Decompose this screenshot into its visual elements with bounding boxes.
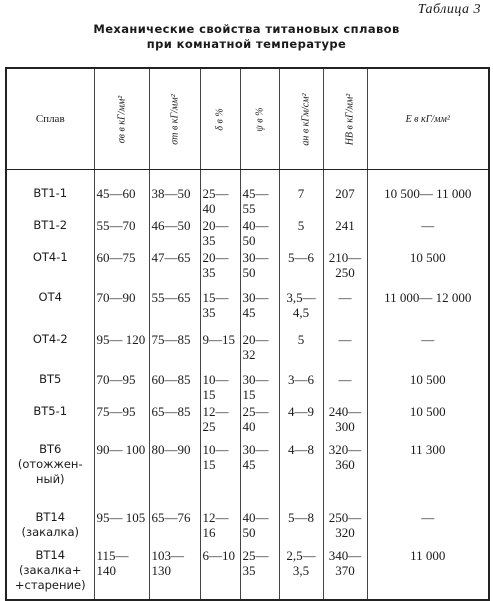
table-title (0, 22, 493, 52)
table-row (6, 330, 489, 370)
header-psi: ψ в % (240, 68, 279, 170)
cell-sigma-b: 70—95 (94, 370, 149, 402)
cell-hb: 210— 250 (323, 248, 367, 288)
cell-delta: 20—35 (200, 248, 240, 288)
cell-delta: 25—40 (200, 170, 240, 217)
cell-sigma-b: 45—60 (94, 170, 149, 217)
title-line-2: при комнатной температуре (146, 37, 347, 51)
cell-sigma-b: 75—95 (94, 402, 149, 440)
cell-psi: 30—45 (240, 440, 279, 508)
header-sigma-t: σт в кГ/мм² (149, 68, 200, 170)
cell-delta: 10—15 (200, 440, 240, 508)
cell-psi: 30—50 (240, 248, 279, 288)
cell-alloy: ВТ5-1 (6, 402, 94, 440)
cell-sigma-t: 47—65 (149, 248, 200, 288)
cell-delta: 20—35 (200, 216, 240, 248)
header-e: E в кГ/мм² (367, 68, 489, 170)
cell-hb: 320— 360 (323, 440, 367, 508)
cell-e: 10 500— 11 000 (367, 170, 489, 217)
cell-alloy: ОТ4 (6, 288, 94, 330)
cell-e: 10 500 (367, 248, 489, 288)
cell-e: 11 000 (367, 546, 489, 600)
cell-delta: 12—25 (200, 402, 240, 440)
cell-sigma-t: 60—85 (149, 370, 200, 402)
cell-sigma-t: 75—85 (149, 330, 200, 370)
cell-sigma-b: 55—70 (94, 216, 149, 248)
cell-alloy: ВТ1-2 (6, 216, 94, 248)
cell-delta: 6—10 (200, 546, 240, 600)
cell-delta: 12—16 (200, 508, 240, 546)
header-sigma-b: σв в кГ/мм² (94, 68, 149, 170)
table-row (6, 440, 489, 508)
cell-a-n: 5 (279, 216, 323, 248)
cell-a-n: 5—6 (279, 248, 323, 288)
cell-alloy: ВТ6 (отожжен- ный) (6, 440, 94, 508)
cell-hb: — (323, 288, 367, 330)
table-row (6, 546, 489, 600)
cell-sigma-b: 95— 105 (94, 508, 149, 546)
cell-sigma-t: 55—65 (149, 288, 200, 330)
cell-sigma-b: 60—75 (94, 248, 149, 288)
cell-e: 10 500 (367, 370, 489, 402)
cell-e: — (367, 508, 489, 546)
cell-hb: 207 (323, 170, 367, 217)
table-row (6, 370, 489, 402)
table-row (6, 216, 489, 248)
cell-alloy: ОТ4-2 (6, 330, 94, 370)
cell-sigma-t: 38—50 (149, 170, 200, 217)
cell-alloy: ВТ1-1 (6, 170, 94, 217)
cell-sigma-t: 65—76 (149, 508, 200, 546)
cell-sigma-b: 115— 140 (94, 546, 149, 600)
cell-e: 11 000— 12 000 (367, 288, 489, 330)
header-hb: HB в кГ/мм² (323, 68, 367, 170)
cell-hb: — (323, 370, 367, 402)
table-row (6, 288, 489, 330)
table-body (6, 170, 489, 601)
cell-sigma-t: 65—85 (149, 402, 200, 440)
cell-psi: 25—35 (240, 546, 279, 600)
cell-delta: 15—35 (200, 288, 240, 330)
cell-psi: 40—50 (240, 216, 279, 248)
cell-delta: 10—15 (200, 370, 240, 402)
cell-e: — (367, 216, 489, 248)
cell-a-n: 7 (279, 170, 323, 217)
table-row (6, 248, 489, 288)
properties-table (5, 67, 490, 601)
cell-a-n: 5—8 (279, 508, 323, 546)
cell-a-n: 4—9 (279, 402, 323, 440)
cell-psi: 20—32 (240, 330, 279, 370)
cell-sigma-b: 90— 100 (94, 440, 149, 508)
cell-alloy: ВТ14 (закалка) (6, 508, 94, 546)
header-row (6, 68, 489, 170)
table-row (6, 508, 489, 546)
cell-delta: 9—15 (200, 330, 240, 370)
cell-alloy: ОТ4-1 (6, 248, 94, 288)
header-delta: δ в % (200, 68, 240, 170)
cell-psi: 40—50 (240, 508, 279, 546)
cell-a-n: 3—6 (279, 370, 323, 402)
cell-a-n: 3,5— 4,5 (279, 288, 323, 330)
cell-sigma-t: 80—90 (149, 440, 200, 508)
cell-sigma-t: 103— 130 (149, 546, 200, 600)
cell-hb: 241 (323, 216, 367, 248)
cell-a-n: 4—8 (279, 440, 323, 508)
cell-a-n: 5 (279, 330, 323, 370)
cell-psi: 25—40 (240, 402, 279, 440)
cell-alloy: ВТ14 (закалка+ +старение) (6, 546, 94, 600)
cell-a-n: 2,5— 3,5 (279, 546, 323, 600)
cell-psi: 30—15 (240, 370, 279, 402)
cell-hb: 250— 320 (323, 508, 367, 546)
table-row (6, 402, 489, 440)
cell-hb: — (323, 330, 367, 370)
cell-psi: 45—55 (240, 170, 279, 217)
cell-sigma-t: 46—50 (149, 216, 200, 248)
cell-hb: 240— 300 (323, 402, 367, 440)
title-line-1: Механические свойства титановых сплавов (93, 22, 400, 36)
cell-alloy: ВТ5 (6, 370, 94, 402)
header-alloy: Сплав (6, 68, 94, 170)
table-row (6, 170, 489, 217)
cell-e: 10 500 (367, 402, 489, 440)
table-number: Таблица 3 (417, 2, 481, 17)
cell-e: — (367, 330, 489, 370)
cell-sigma-b: 95— 120 (94, 330, 149, 370)
cell-hb: 340— 370 (323, 546, 367, 600)
header-an: aн в кГм/см² (279, 68, 323, 170)
cell-sigma-b: 70—90 (94, 288, 149, 330)
cell-e: 11 300 (367, 440, 489, 508)
cell-psi: 30—45 (240, 288, 279, 330)
